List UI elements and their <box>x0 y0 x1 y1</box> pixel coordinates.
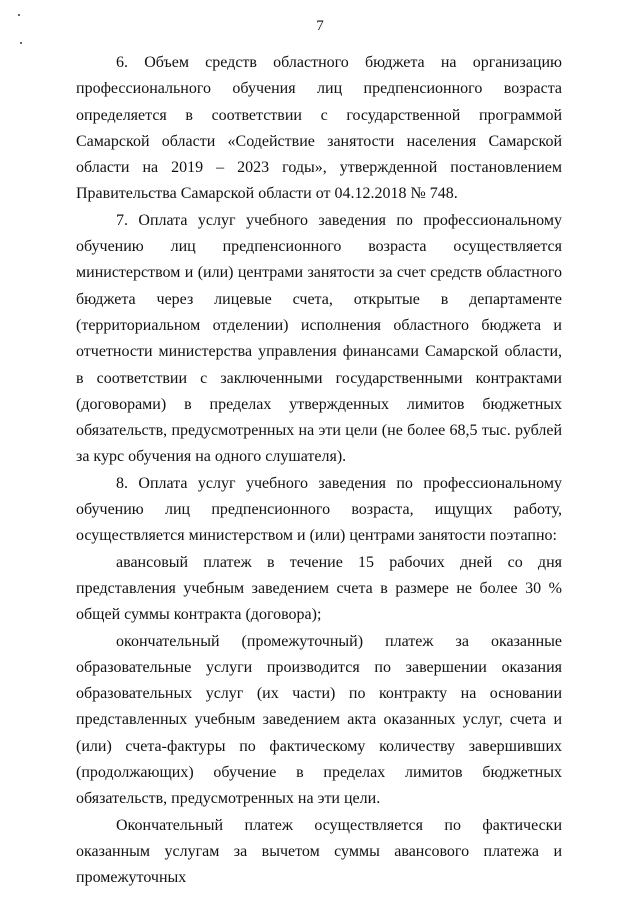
document-body <box>76 50 562 892</box>
paragraph-final-payment: окончательный (промежуточный) платеж за оказанные образовательные услуги производится по завершении оказания образовательных услуг (их части) по контракту на основании представленных учебным заведением акта оказанных услуг, счета и (или) счета-фактуры по фактическому количеству завершивших (продолжающих) обучение в пределах лимитов бюджетных обязательств, предусмотренных на эти цели. <box>76 632 562 808</box>
paragraph-6: 6. Объем средств областного бюджета на организацию профессионального обучения лиц предпенсионного возраста определяется в соответствии с государственной программой Самарской области «Содействие занятости населения Самарской области на 2019 – 2023 годы», утвержденной постановлением Правительства Самарской области от 04.12.2018 № 748. <box>76 54 562 203</box>
page-number: 7 <box>316 18 324 34</box>
paragraph-final-payment-note: Окончательный платеж осуществляется по фактически оказанным услугам за вычетом суммы авансового платежа и промежуточных <box>76 816 562 887</box>
paragraph-7: 7. Оплата услуг учебного заведения по профессиональному обучению лиц предпенсионного возраста осуществляется министерством и (или) центрами занятости за счет средств областного бюджета через лицевые счета, открытые в департаменте (территориальном отделении) исполнения областного бюджета и отчетности министерства управления финансами Самарской области, в соответствии с заключенными государственными контрактами (договорами) в пределах утвержденных лимитов бюджетных обязательств, предусмотренных на эти цели (не более 68,5 тыс. рублей за курс обучения на одного слушателя). <box>76 211 562 466</box>
paragraph-advance-payment: авансовый платеж в течение 15 рабочих дней со дня представления учебным заведением счета в размере не более 30 % общей суммы контракта (договора); <box>76 553 562 624</box>
paragraph-8: 8. Оплата услуг учебного заведения по профессиональному обучению лиц предпенсионного возраста, ищущих работу, осуществляется министерством и (или) центрами занятости поэтапно: <box>76 474 562 545</box>
scan-speck <box>18 14 20 16</box>
scan-speck <box>20 42 22 44</box>
